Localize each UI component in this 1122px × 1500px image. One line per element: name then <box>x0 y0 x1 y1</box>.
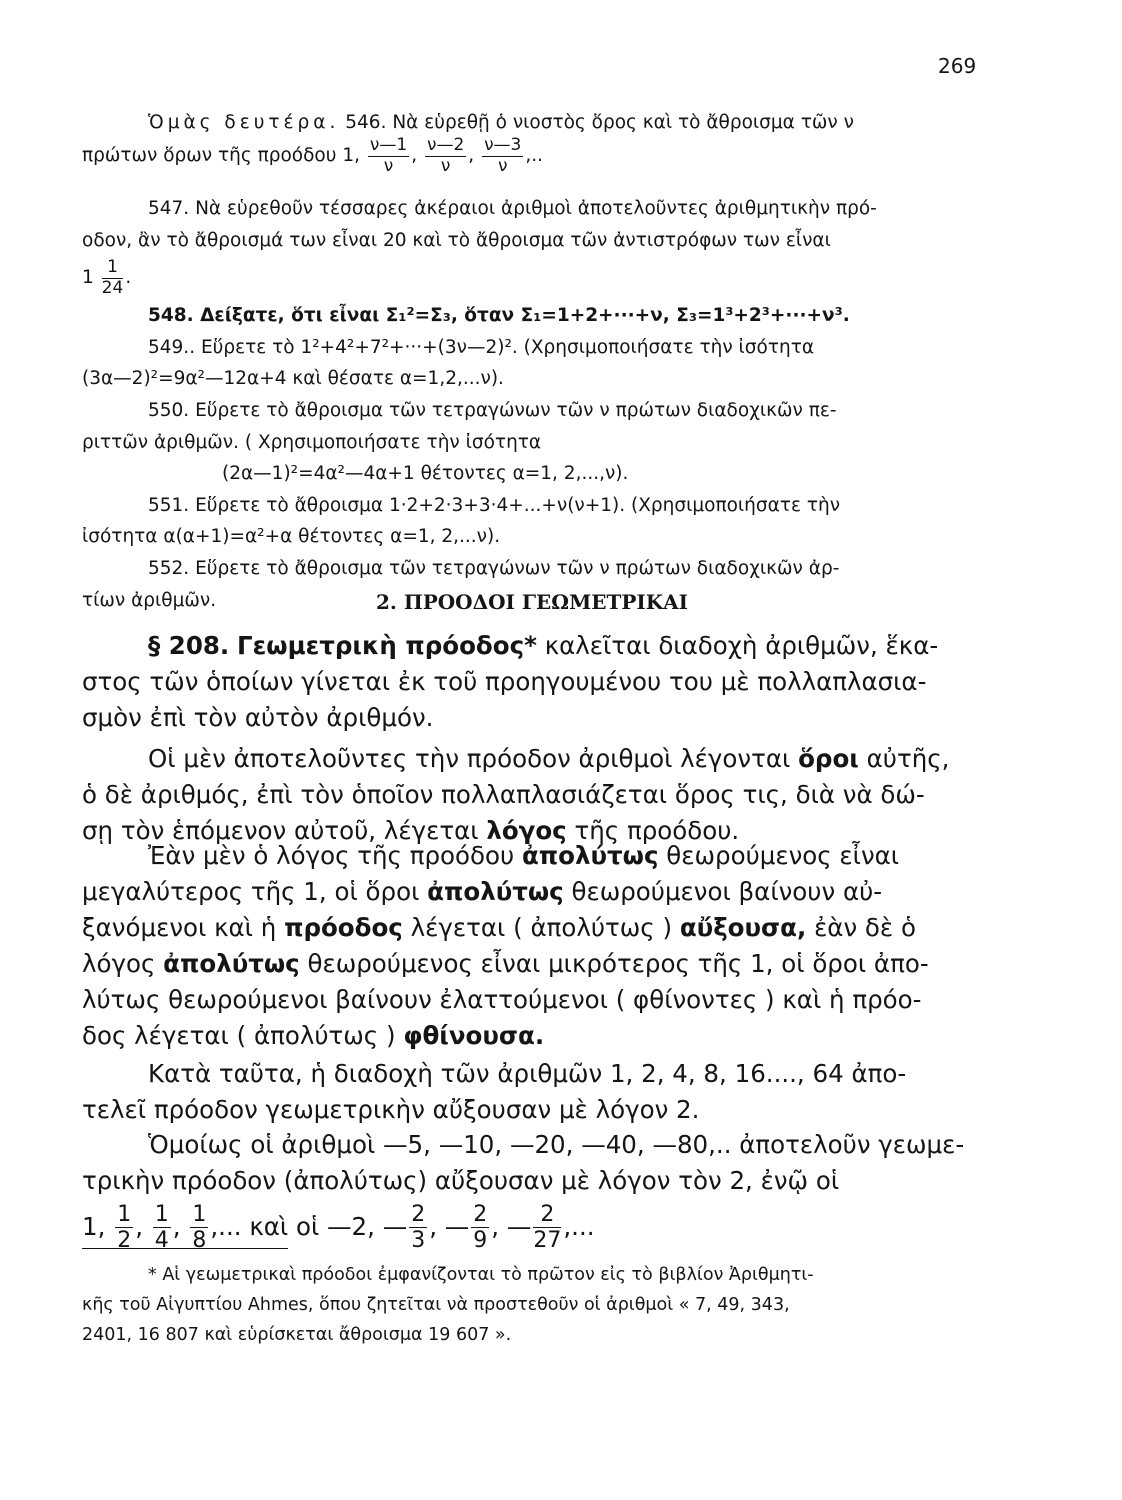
text: , — <box>491 1211 532 1241</box>
ratio-line-5: λύτως θεωρούμενοι βαίνουν ἐλαττούμενοι ( φθίνοντες ) καὶ ἡ πρόο- <box>82 985 922 1014</box>
text: λέγεται ( ἀπολύτως ) <box>410 913 673 942</box>
exercise-548: 548. Δείξατε, ὅτι εἶναι Σ₁²=Σ₃, ὅταν Σ₁=1+2+···+ν, Σ₃=1³+2³+···+ν³. <box>148 305 850 326</box>
fraction-numerator: 2 <box>411 1202 426 1227</box>
exercise-552-line-2: τίων ἀριθμῶν. <box>82 590 217 611</box>
footnote-line-1: * Αἱ γεωμετρικαὶ πρόοδοι ἐμφανίζονται τὸ πρῶτον εἰς τὸ βιβλίον Ἀριθμητι- <box>148 1265 814 1285</box>
fraction-n-minus-1 <box>368 136 409 176</box>
defined-term: Γεωμετρικὴ πρόοδος* <box>237 631 537 660</box>
exercise-551-line-2: ἰσότητα α(α+1)=α²+α θέτοντες α=1, 2,...ν). <box>82 526 501 547</box>
exercise-546-intro: πρώτων ὅρων τῆς προόδου 1, <box>82 145 360 167</box>
text: , — <box>429 1211 470 1241</box>
fraction-denominator: 4 <box>154 1228 169 1254</box>
ratio-line-4 <box>82 946 982 982</box>
text: ξανόμενοι καὶ ἡ <box>82 913 277 942</box>
comma: , <box>172 1211 181 1241</box>
exercise-549-line-2: (3α—2)²=9α²—12α+4 καὶ θέσατε α=1,2,...ν). <box>82 368 504 389</box>
exercise-546-line-2 <box>82 136 982 176</box>
footnote-line-2: κῆς τοῦ Αἰγυπτίου Ahmes, ὅπου ζητεῖται νὰ προστεθοῦν οἱ ἀριθμοὶ « 7, 49, 343, <box>82 1295 790 1315</box>
exercise-550-line-1: 550. Εὕρετε τὸ ἄθροισμα τῶν τετραγώνων τῶν ν πρώτων διαδοχικῶν πε- <box>148 400 837 421</box>
fraction-one-24th <box>102 258 124 298</box>
fraction-numerator: 2 <box>533 1202 561 1228</box>
fraction-half <box>115 1202 133 1254</box>
fraction-denominator: ν <box>383 155 394 176</box>
fraction-numerator: 1 <box>102 258 124 279</box>
fraction-denominator: 8 <box>192 1228 207 1254</box>
exercise-550-line-3: (2α—1)²=4α²—4α+1 θέτοντες α=1, 2,...,ν). <box>222 463 629 484</box>
fraction-denominator: ν <box>497 155 508 176</box>
text: 1, <box>82 1211 106 1241</box>
text: Οἱ μὲν ἀποτελοῦντες τὴν πρόοδον ἀριθμοὶ λέγονται <box>148 744 791 773</box>
fraction-two-thirds <box>409 1202 427 1254</box>
period: . <box>125 267 132 289</box>
text: αὐτῆς, <box>866 744 950 773</box>
ratio-line-2 <box>82 874 982 910</box>
term-absolutely: ἀπολύτως <box>163 949 300 978</box>
term-ratio: λόγος <box>486 816 567 845</box>
ratio-line-6 <box>82 1018 982 1054</box>
exercise-546-line-1 <box>82 107 982 139</box>
text: θεωρούμενος εἶναι <box>666 841 900 870</box>
fraction-numerator: ν—1 <box>369 135 408 155</box>
text: Ἐὰν μὲν ὁ λόγος τῆς προόδου <box>148 841 515 870</box>
example-line-1: Κατὰ ταῦτα, ἡ διαδοχὴ τῶν ἀριθμῶν 1, 2, 4, 8, 16...., 64 ἀπο- <box>148 1059 907 1088</box>
comma: , <box>468 145 475 167</box>
fraction-n-minus-2 <box>425 136 466 176</box>
comma: , <box>411 145 418 167</box>
fraction-two-27ths <box>533 1202 561 1254</box>
definition-208-line-2: στος τῶν ὁποίων γίνεται ἐκ τοῦ προηγουμένου του μὲ πολλαπλασια- <box>82 667 927 696</box>
example-line-3: Ὁμοίως οἱ ἀριθμοὶ —5, —10, —20, —40, —80,.. ἀποτελοῦν γεωμε- <box>148 1130 965 1159</box>
exercise-552-line-1: 552. Εὕρετε τὸ ἄθροισμα τῶν τετραγώνων τῶν ν πρώτων διαδοχικῶν ἀρ- <box>148 558 840 579</box>
text: ,... <box>563 1211 595 1241</box>
fraction-numerator: ν—2 <box>426 135 465 155</box>
fraction-denominator: 2 <box>117 1228 132 1254</box>
mixed-number-whole: 1 <box>82 267 94 289</box>
terms-line-1 <box>82 741 982 777</box>
term-absolutely: ἀπολύτως <box>521 841 659 870</box>
page-number: 269 <box>938 54 977 78</box>
ratio-line-3 <box>82 910 982 946</box>
example-line-4: τρικὴν πρόοδον (ἀπολύτως) αὔξουσαν μὲ λόγον τὸν 2, ἐνῷ οἱ <box>82 1166 840 1195</box>
fraction-eighth <box>190 1202 208 1254</box>
example-line-2: τελεῖ πρόοδον γεωμετρικὴν αὔξουσαν μὲ λόγον 2. <box>82 1095 700 1124</box>
example-line-5 <box>82 1202 982 1254</box>
text: σῃ τὸν ἑπόμενον αὐτοῦ, λέγεται <box>82 816 479 845</box>
text: τῆς προόδου. <box>574 816 740 845</box>
text: δος λέγεται ( ἀπολύτως ) <box>82 1021 396 1050</box>
definition-208-line-1 <box>82 628 982 664</box>
term-decreasing: φθίνουσα. <box>403 1021 545 1050</box>
fraction-numerator: 1 <box>117 1202 132 1227</box>
fraction-numerator: 2 <box>473 1202 488 1227</box>
fraction-numerator: ν—3 <box>484 135 522 155</box>
fraction-denominator: 3 <box>411 1228 426 1254</box>
text: λόγος <box>82 949 156 978</box>
text: μεγαλύτερος τῆς 1, οἱ ὅροι <box>82 877 420 906</box>
group-label: Ὁμὰς δευτέρα. <box>148 112 340 133</box>
section-number: § 208. <box>148 631 230 660</box>
fraction-numerator: 1 <box>154 1202 169 1227</box>
definition-text: καλεῖται διαδοχὴ ἀριθμῶν, ἕκα- <box>544 631 939 660</box>
ellipsis: ,.. <box>525 145 544 167</box>
exercise-546-text: 546. Νὰ εὑρεθῇ ὁ νιοστὸς ὅρος καὶ τὸ ἄθροισμα τῶν ν <box>345 112 854 133</box>
fraction-n-minus-3 <box>482 136 523 176</box>
footnote-line-3: 2401, 16 807 καὶ εὑρίσκεται ἄθροισμα 19 607 ». <box>82 1325 512 1345</box>
ratio-line-1 <box>82 838 982 874</box>
text: ἐὰν δὲ ὁ <box>814 913 916 942</box>
fraction-numerator: 1 <box>192 1202 207 1227</box>
exercise-547-line-1: 547. Νὰ εὑρεθοῦν τέσσαρες ἀκέραιοι ἀριθμοὶ ἀποτελοῦντες ἀριθμητικὴν πρό- <box>148 198 877 219</box>
text: ,... καὶ οἱ —2, — <box>210 1211 408 1241</box>
fraction-denominator: 24 <box>101 277 124 298</box>
exercise-547-line-3 <box>82 258 982 298</box>
exercise-551-line-1: 551. Εὕρετε τὸ ἄθροισμα 1·2+2·3+3·4+...+ν(ν+1). (Χρησιμοποιήσατε τὴν <box>148 495 841 516</box>
term-absolutely: ἀπολύτως <box>427 877 564 906</box>
footnote-rule <box>82 1248 288 1249</box>
terms-line-2: ὁ δὲ ἀριθμός, ἐπὶ τὸν ὁποῖον πολλαπλασιάζεται ὅρος τις, διὰ νὰ δώ- <box>82 780 925 809</box>
fraction-denominator: ν <box>440 155 451 176</box>
fraction-denominator: 9 <box>473 1228 488 1254</box>
text: θεωρούμενοι βαίνουν αὐ- <box>571 877 883 906</box>
exercise-549-line-1: 549.. Εὕρετε τὸ 1²+4²+7²+···+(3ν—2)². (Χρησιμοποιήσατε τὴν ἰσότητα <box>148 337 815 358</box>
exercise-550-line-2: ριττῶν ἀριθμῶν. ( Χρησιμοποιήσατε τὴν ἰσότητα <box>82 432 542 453</box>
text: θεωρούμενος εἶναι μικρότερος τῆς 1, οἱ ὅροι ἀπο- <box>307 949 929 978</box>
section-heading: 2. ΠΡΟΟΔΟΙ ΓΕΩΜΕΤΡΙΚΑΙ <box>375 590 689 614</box>
exercise-547-line-2: οδον, ἂν τὸ ἄθροισμά των εἶναι 20 καὶ τὸ ἄθροισμα τῶν ἀντιστρόφων των εἶναι <box>82 230 831 251</box>
term-terms: ὅροι <box>798 744 859 773</box>
comma: , <box>135 1211 143 1241</box>
term-increasing: αὔξουσα, <box>679 913 807 942</box>
definition-208-line-3: σμὸν ἐπὶ τὸν αὐτὸν ἀριθμόν. <box>82 703 434 732</box>
fraction-two-ninths <box>471 1202 489 1254</box>
fraction-quarter <box>153 1202 171 1254</box>
fraction-denominator: 27 <box>533 1228 562 1254</box>
term-progression: πρόοδος <box>284 913 403 942</box>
